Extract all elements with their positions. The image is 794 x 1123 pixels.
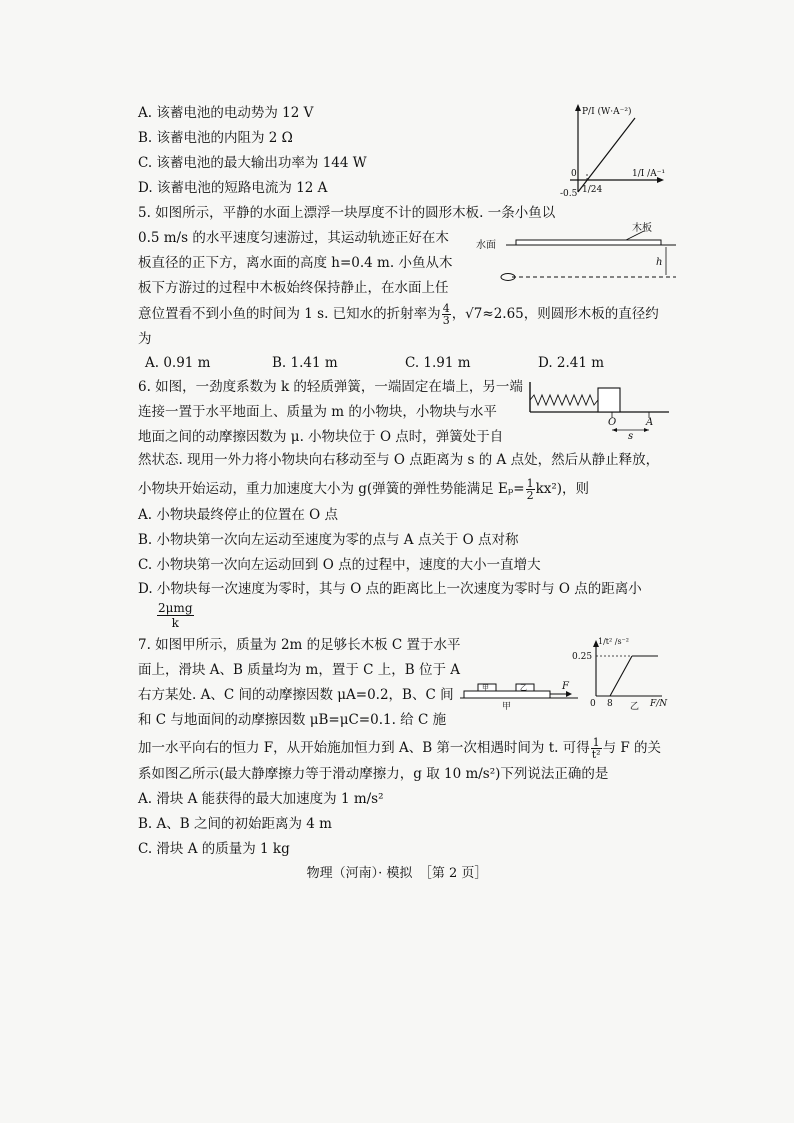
q5-line-3: 板直径的正下方，离水面的高度 h=0.4 m. 小鱼从木 [138, 255, 453, 271]
q4-graph [560, 100, 670, 210]
q6-option-b: B. 小物块第一次向左运动至速度为零的点与 A 点关于 O 点对称 [138, 532, 519, 548]
q7-line-2: 面上，滑块 A、B 质量均为 m，置于 C 上，B 位于 A [138, 662, 461, 678]
q7-line-5 [138, 737, 661, 760]
q7-option-b: B. A、B 之间的初始距离为 4 m [138, 816, 332, 832]
q7-option-c: C. 滑块 A 的质量为 1 kg [138, 841, 290, 857]
q7-line-5-tail: 与 F 的关 [602, 740, 662, 756]
q4-option-b: B. 该蓄电池的内阻为 2 Ω [138, 130, 293, 146]
q5-line-5 [138, 303, 659, 326]
q7-yi-caption: 乙 [630, 702, 640, 712]
q5-board-label: 木板 [632, 223, 652, 234]
q5-water-label: 水面 [476, 240, 496, 251]
q5-option-d: D. 2.41 m [538, 355, 605, 371]
q5-line-5-text: 意位置看不到小鱼的时间为 1 s. 已知水的折射率为 [138, 306, 441, 322]
q6-line-4: 然状态. 现用一外力将小物块向右移动至与 O 点距离为 s 的 A 点处，然后从静止释放， [138, 452, 660, 468]
q4-y-arrow-icon [575, 104, 581, 111]
q6-block [598, 388, 620, 412]
q4-option-d: D. 该蓄电池的短路电流为 12 A [138, 180, 328, 196]
q7-figure-jia [460, 676, 580, 712]
q6-option-c: C. 小物块第一次向左运动回到 O 点的过程中，速度的大小一直增大 [138, 557, 541, 573]
q6-line-1: 6. 如图，一劲度系数为 k 的轻质弹簧，一端固定在墙上，另一端 [138, 379, 523, 395]
q5-line-6: 为 [138, 331, 152, 347]
q5-option-b: B. 1.41 m [272, 355, 338, 371]
q4-x-tick: 1/24 [582, 185, 603, 195]
q7-yi-y-label: 1/t² /s⁻² [598, 637, 629, 646]
q4-option-c: C. 该蓄电池的最大输出功率为 144 W [138, 155, 367, 171]
q7-yi-x-label: F/N [650, 699, 668, 709]
q5-board [516, 240, 661, 245]
svg-text:乙: 乙 [520, 684, 527, 692]
q7-yi-y-tick: 0.25 [572, 652, 593, 662]
q7-line-5-text: 加一水平向右的恒力 F，从开始施加恒力到 A、B 第一次相遇时间为 t. 可得 [138, 740, 590, 756]
q5-figure [476, 222, 686, 287]
q6-a-label: A [646, 417, 654, 428]
q6-option-d: D. 小物块每一次速度为零时，其与 O 点的距离比上一次速度为零时与 O 点的距离小 [138, 581, 642, 597]
page-footer: 物理（河南）· 模拟 ［第 2 页］ [306, 866, 488, 881]
q5-line-1: 5. 如图所示，平静的水面上漂浮一块厚度不计的圆形木板. 一条小鱼以 [138, 205, 556, 221]
q7-line-6: 系如图乙所示(最大静摩擦力等于滑动摩擦力，g 取 10 m/s²)下列说法正确的是 [138, 766, 609, 782]
q6-line-5-text: 小物块开始运动，重力加速度大小为 g(弹簧的弹性势能满足 Eₚ= [138, 481, 525, 497]
q6-figure [524, 378, 674, 440]
q6-line-5 [138, 478, 589, 501]
q4-y-intercept: -0.5 [560, 189, 578, 199]
q7-yi-origin: 0 [590, 699, 596, 709]
q6-o-label: O [608, 417, 617, 428]
q6-ep-fraction: $\frac{1}{2}$ [526, 477, 534, 502]
svg-text:甲: 甲 [482, 684, 489, 692]
q7-jia-caption: 甲 [502, 702, 512, 712]
q7-option-a: A. 滑块 A 能获得的最大加速度为 1 m/s² [138, 791, 384, 807]
q5-option-c: C. 1.91 m [405, 355, 471, 371]
q7-yi-line [610, 656, 632, 696]
q6-spring-icon [530, 395, 598, 405]
q5-option-a: A. 0.91 m [145, 355, 211, 371]
q4-line [578, 118, 635, 192]
q7-line-1: 7. 如图甲所示，质量为 2m 的足够长木板 C 置于水平 [138, 637, 461, 653]
q7-f-label: F [562, 681, 569, 692]
q7-t-fraction: $\frac{1}{\text{t²}}$ [591, 736, 601, 761]
q5-line-5-tail: ，√7≈2.65，则圆形木板的直径约 [451, 306, 659, 322]
q4-x-label: 1/I /A⁻¹ [632, 169, 666, 179]
q5-line-2: 0.5 m/s 的水平速度匀速游过，其运动轨迹正好在木 [138, 230, 449, 246]
q7-figure-yi [570, 636, 674, 716]
q5-refractive-index: $\frac{4}{3}$ [442, 302, 450, 327]
q4-option-a: A. 该蓄电池的电动势为 12 V [138, 105, 314, 121]
q7-yi-x-tick: 8 [607, 699, 613, 709]
q5-line-4: 板下方游过的过程中木板始终保持静止，在水面上任 [138, 280, 449, 296]
q6-line-5-tail: kx²)，则 [535, 481, 590, 497]
q4-y-label: P/I (W·A⁻²) [582, 107, 632, 117]
q7-line-4: 和 C 与地面间的动摩擦因数 μB=μC=0.1. 给 C 施 [138, 712, 447, 728]
q6-line-2: 连接一置于水平地面上、质量为 m 的小物块，小物块与水平 [138, 404, 497, 420]
q6-option-a: A. 小物块最终停止的位置在 O 点 [138, 507, 338, 523]
q7-line-3: 右方某处. A、C 间的动摩擦因数 μA=0.2，B、C 间 [138, 687, 454, 703]
q6-option-d-fraction: $\frac{\text{2μmg}}{k}$ [158, 601, 193, 630]
q6-s-label: s [628, 431, 634, 442]
q4-origin: 0 [571, 169, 577, 179]
q6-line-3: 地面之间的动摩擦因数为 μ. 小物块位于 O 点时，弹簧处于自 [138, 429, 504, 445]
q5-h-label: h [656, 257, 663, 268]
